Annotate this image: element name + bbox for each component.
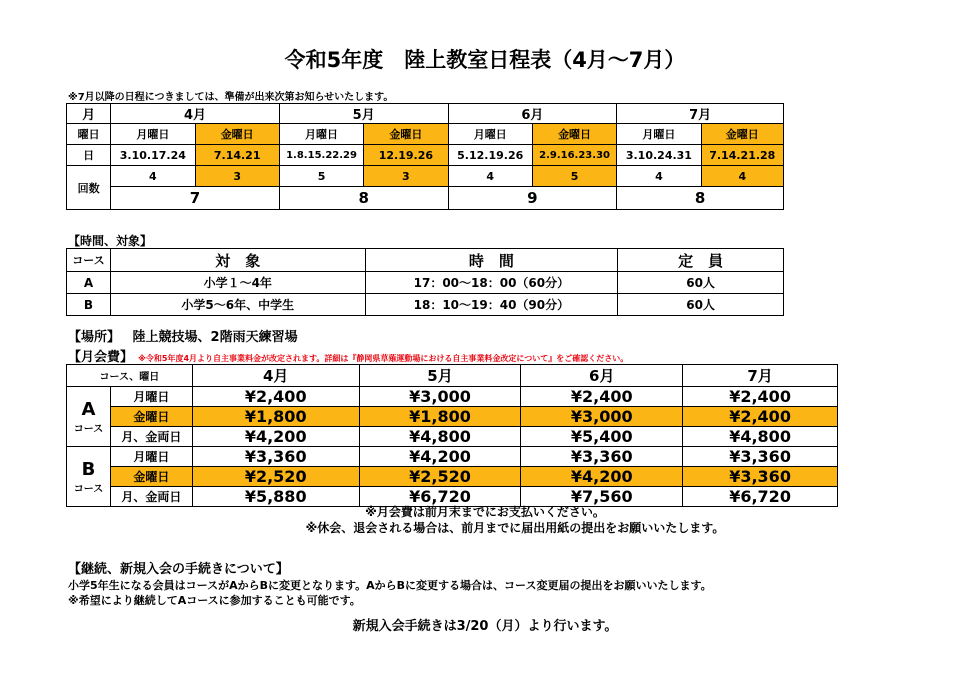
schedule-table	[66, 103, 784, 210]
days-cell: 7.14.21	[195, 145, 279, 166]
fee-note-1: ※月会費は前月末までにお支払いください。	[365, 505, 605, 519]
fee-cell: ¥1,800	[192, 407, 359, 427]
fee-course-suffix: コース	[73, 423, 104, 435]
fee-corner: コース、曜日	[67, 365, 193, 387]
time-section-heading: 【時間、対象】	[68, 234, 153, 248]
schedule-total-row	[67, 187, 784, 210]
fee-cell: ¥5,880	[192, 487, 359, 507]
count-cell: 3	[195, 166, 279, 187]
place-line	[68, 326, 298, 345]
course-header-row	[67, 249, 784, 272]
count-cell: 5	[279, 166, 363, 187]
course-target: 小学１〜4年	[110, 272, 365, 294]
fee-course-letter: B	[81, 458, 96, 480]
fee-row-label: 月曜日	[110, 387, 192, 407]
fee-row	[67, 407, 838, 427]
fee-cell: ¥4,800	[359, 427, 521, 447]
count-cell: 4	[701, 166, 783, 187]
total-cell: 8	[617, 187, 784, 210]
fee-cell: ¥3,000	[521, 407, 683, 427]
days-cell: 2.9.16.23.30	[532, 145, 616, 166]
count-cell: 4	[448, 166, 532, 187]
month-header: 4月	[111, 104, 280, 124]
row-label-count: 回数	[67, 166, 111, 210]
days-cell: 3.10.17.24	[111, 145, 195, 166]
schedule-weekday-row	[67, 124, 784, 145]
weekday-cell: 金曜日	[701, 124, 783, 145]
fee-cell: ¥7,560	[521, 487, 683, 507]
fee-row-label: 金曜日	[110, 467, 192, 487]
course-row	[67, 272, 784, 294]
month-header: 6月	[448, 104, 617, 124]
row-label-weekday: 曜日	[67, 124, 111, 145]
fee-cell: ¥1,800	[359, 407, 521, 427]
fee-month-header: 6月	[521, 365, 683, 387]
renewal-line-1: 小学5年生になる会員はコースがAからBに変更となります。AからBに変更する場合は、コース変更届の提出をお願いいたします。	[68, 579, 712, 592]
fee-month-header: 5月	[359, 365, 521, 387]
weekday-cell: 月曜日	[448, 124, 532, 145]
fee-heading-line	[68, 346, 628, 365]
fee-row	[67, 467, 838, 487]
course-time: 17：00〜18：00（60分）	[365, 272, 618, 294]
fee-course-a	[67, 387, 111, 447]
total-cell: 7	[111, 187, 280, 210]
fee-cell: ¥2,520	[359, 467, 521, 487]
fee-cell: ¥4,200	[359, 447, 521, 467]
fee-month-header: 4月	[192, 365, 359, 387]
month-header: 5月	[279, 104, 448, 124]
weekday-cell: 金曜日	[364, 124, 448, 145]
fee-cell: ¥3,360	[683, 467, 838, 487]
schedule-note: ※7月以降の日程につきましては、準備が出来次第お知らせいたします。	[68, 92, 394, 103]
fee-row	[67, 427, 838, 447]
fee-cell: ¥6,720	[683, 487, 838, 507]
fee-month-header: 7月	[683, 365, 838, 387]
days-cell: 5.12.19.26	[448, 145, 532, 166]
schedule-day-row	[67, 145, 784, 166]
total-cell: 8	[279, 187, 448, 210]
weekday-cell: 金曜日	[532, 124, 616, 145]
fee-course-suffix: コース	[73, 483, 104, 495]
renewal-final: 新規入会手続きは3/20（月）より行います。	[352, 619, 618, 634]
fee-cell: ¥2,400	[521, 387, 683, 407]
count-cell: 4	[617, 166, 701, 187]
fee-cell: ¥3,000	[359, 387, 521, 407]
row-label-day: 日	[67, 145, 111, 166]
fee-table	[66, 364, 838, 507]
course-col-header: コース	[67, 249, 111, 272]
fee-cell: ¥2,400	[192, 387, 359, 407]
capacity-col-header: 定 員	[618, 249, 784, 272]
time-col-header: 時 間	[365, 249, 618, 272]
fee-row-label: 月、金両日	[110, 427, 192, 447]
row-label-month: 月	[67, 104, 111, 124]
fee-cell: ¥6,720	[359, 487, 521, 507]
renewal-line-2: ※希望により継続してAコースに参加することも可能です。	[68, 594, 361, 607]
fee-row	[67, 447, 838, 467]
fee-cell: ¥2,400	[683, 387, 838, 407]
course-row	[67, 294, 784, 316]
fee-cell: ¥3,360	[521, 447, 683, 467]
fee-header-row	[67, 365, 838, 387]
fee-cell: ¥4,200	[192, 427, 359, 447]
place-value: 陸上競技場、2階雨天練習場	[132, 330, 298, 345]
count-cell: 4	[111, 166, 195, 187]
fee-course-letter: A	[81, 398, 96, 420]
days-cell: 7.14.21.28	[701, 145, 783, 166]
course-capacity: 60人	[618, 294, 784, 316]
course-capacity: 60人	[618, 272, 784, 294]
days-cell: 12.19.26	[364, 145, 448, 166]
course-letter: B	[67, 294, 111, 316]
course-table	[66, 248, 784, 316]
schedule-count-row	[67, 166, 784, 187]
fee-cell: ¥4,200	[521, 467, 683, 487]
page-title: 令和5年度 陸上教室日程表（4月〜7月）	[284, 48, 686, 72]
fee-row-label: 月、金両日	[110, 487, 192, 507]
weekday-cell: 月曜日	[111, 124, 195, 145]
fee-cell: ¥5,400	[521, 427, 683, 447]
schedule-month-row	[67, 104, 784, 124]
fee-notice: ※令和5年度4月より自主事業料金が改定されます。詳細は『静岡県草薙運動場における自主事業料金改定について』をご確認ください。	[138, 354, 629, 363]
fee-row-label: 金曜日	[110, 407, 192, 427]
days-cell: 3.10.24.31	[617, 145, 701, 166]
fee-note-2: ※休会、退会される場合は、前月までに届出用紙の提出をお願いいたします。	[305, 521, 725, 535]
fee-cell: ¥2,520	[192, 467, 359, 487]
days-cell: 1.8.15.22.29	[279, 145, 363, 166]
renewal-heading: 【継続、新規入会の手続きについて】	[68, 562, 289, 577]
course-letter: A	[67, 272, 111, 294]
count-cell: 5	[532, 166, 616, 187]
fee-cell: ¥3,360	[683, 447, 838, 467]
fee-cell: ¥3,360	[192, 447, 359, 467]
month-header: 7月	[617, 104, 784, 124]
fee-cell: ¥2,400	[683, 407, 838, 427]
fee-row-label: 月曜日	[110, 447, 192, 467]
total-cell: 9	[448, 187, 617, 210]
count-cell: 3	[364, 166, 448, 187]
weekday-cell: 月曜日	[617, 124, 701, 145]
course-target: 小学5〜6年、中学生	[110, 294, 365, 316]
fee-heading: 【月会費】	[68, 350, 134, 365]
fee-cell: ¥4,800	[683, 427, 838, 447]
course-time: 18：10〜19：40（90分）	[365, 294, 618, 316]
fee-course-b	[67, 447, 111, 507]
weekday-cell: 金曜日	[195, 124, 279, 145]
fee-row	[67, 387, 838, 407]
target-col-header: 対 象	[110, 249, 365, 272]
weekday-cell: 月曜日	[279, 124, 363, 145]
place-label: 【場所】	[68, 330, 121, 345]
